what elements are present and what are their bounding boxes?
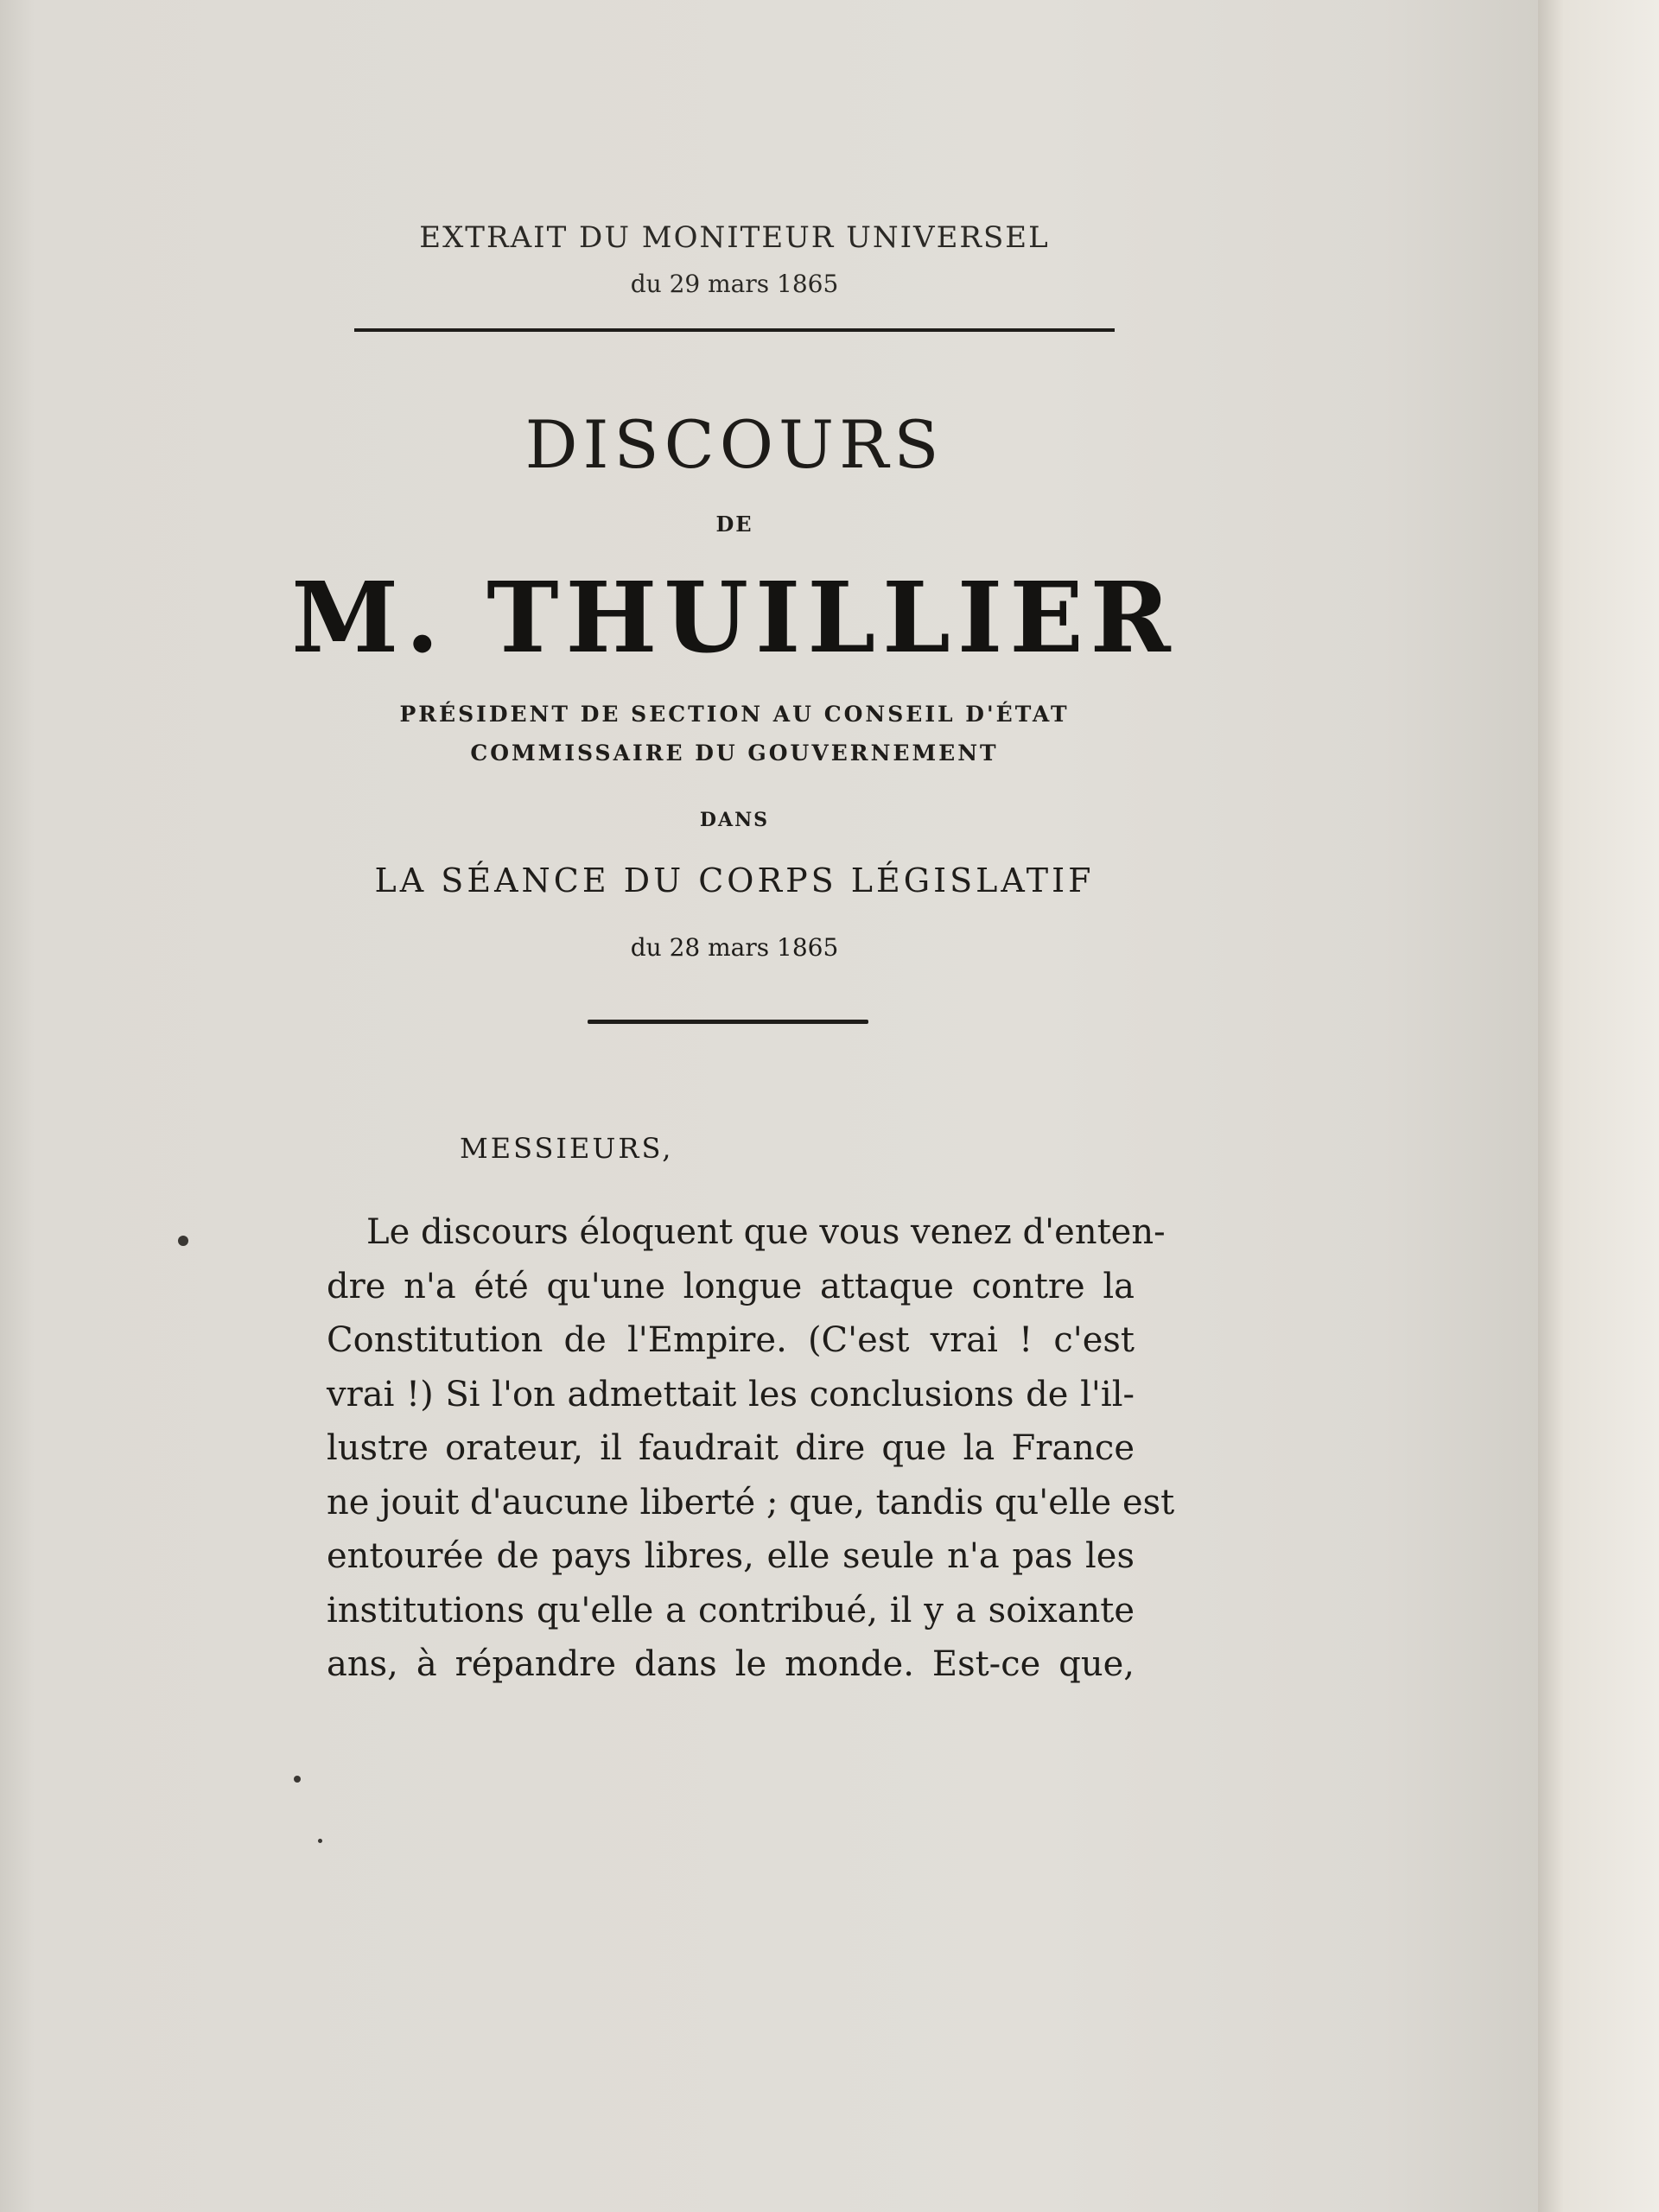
session-date: du 28 mars 1865: [630, 933, 839, 962]
text-line: vrai !) Si l'on admettait les conclusions de l'il-: [327, 1374, 1135, 1414]
speech-paragraph: [327, 1205, 1175, 1692]
text-line: entourée de pays libres, elle seule n'a pas les: [327, 1536, 1135, 1576]
title-dans: DANS: [699, 809, 770, 831]
salutation: MESSIEURS,: [460, 1132, 674, 1165]
text-line: ne jouit d'aucune liberté ; que, tandis qu'elle est: [327, 1482, 1175, 1522]
paper-speck: [178, 1236, 188, 1246]
section-rule: [588, 1020, 868, 1024]
text-line: Constitution de l'Empire. (C'est vrai ! c'est: [327, 1320, 1135, 1360]
title-discours: DISCOURS: [524, 406, 944, 483]
header-rule: [354, 328, 1115, 332]
text-line: ans, à répandre dans le monde. Est-ce que,: [327, 1644, 1135, 1684]
paper-speck: [294, 1776, 301, 1783]
title-de: DE: [715, 512, 753, 537]
speaker-name: M. THUILLIER: [291, 562, 1178, 675]
header-extrait: EXTRAIT DU MONITEUR UNIVERSEL: [419, 220, 1050, 255]
text-line: lustre orateur, il faudrait dire que la France: [327, 1428, 1135, 1468]
header-date: du 29 mars 1865: [630, 270, 839, 298]
session-name: LA SÉANCE DU CORPS LÉGISLATIF: [374, 861, 1095, 899]
speaker-title-1: PRÉSIDENT DE SECTION AU CONSEIL D'ÉTAT: [399, 702, 1070, 727]
text-line: Le discours éloquent que vous venez d'enten-: [366, 1212, 1166, 1252]
paper-speck: [318, 1839, 322, 1843]
speaker-title-2: COMMISSAIRE DU GOUVERNEMENT: [470, 741, 999, 766]
text-line: institutions qu'elle a contribué, il y a soixante: [327, 1590, 1135, 1630]
text-line: dre n'a été qu'une longue attaque contre la: [327, 1266, 1135, 1306]
page-edge: [1538, 0, 1659, 2212]
